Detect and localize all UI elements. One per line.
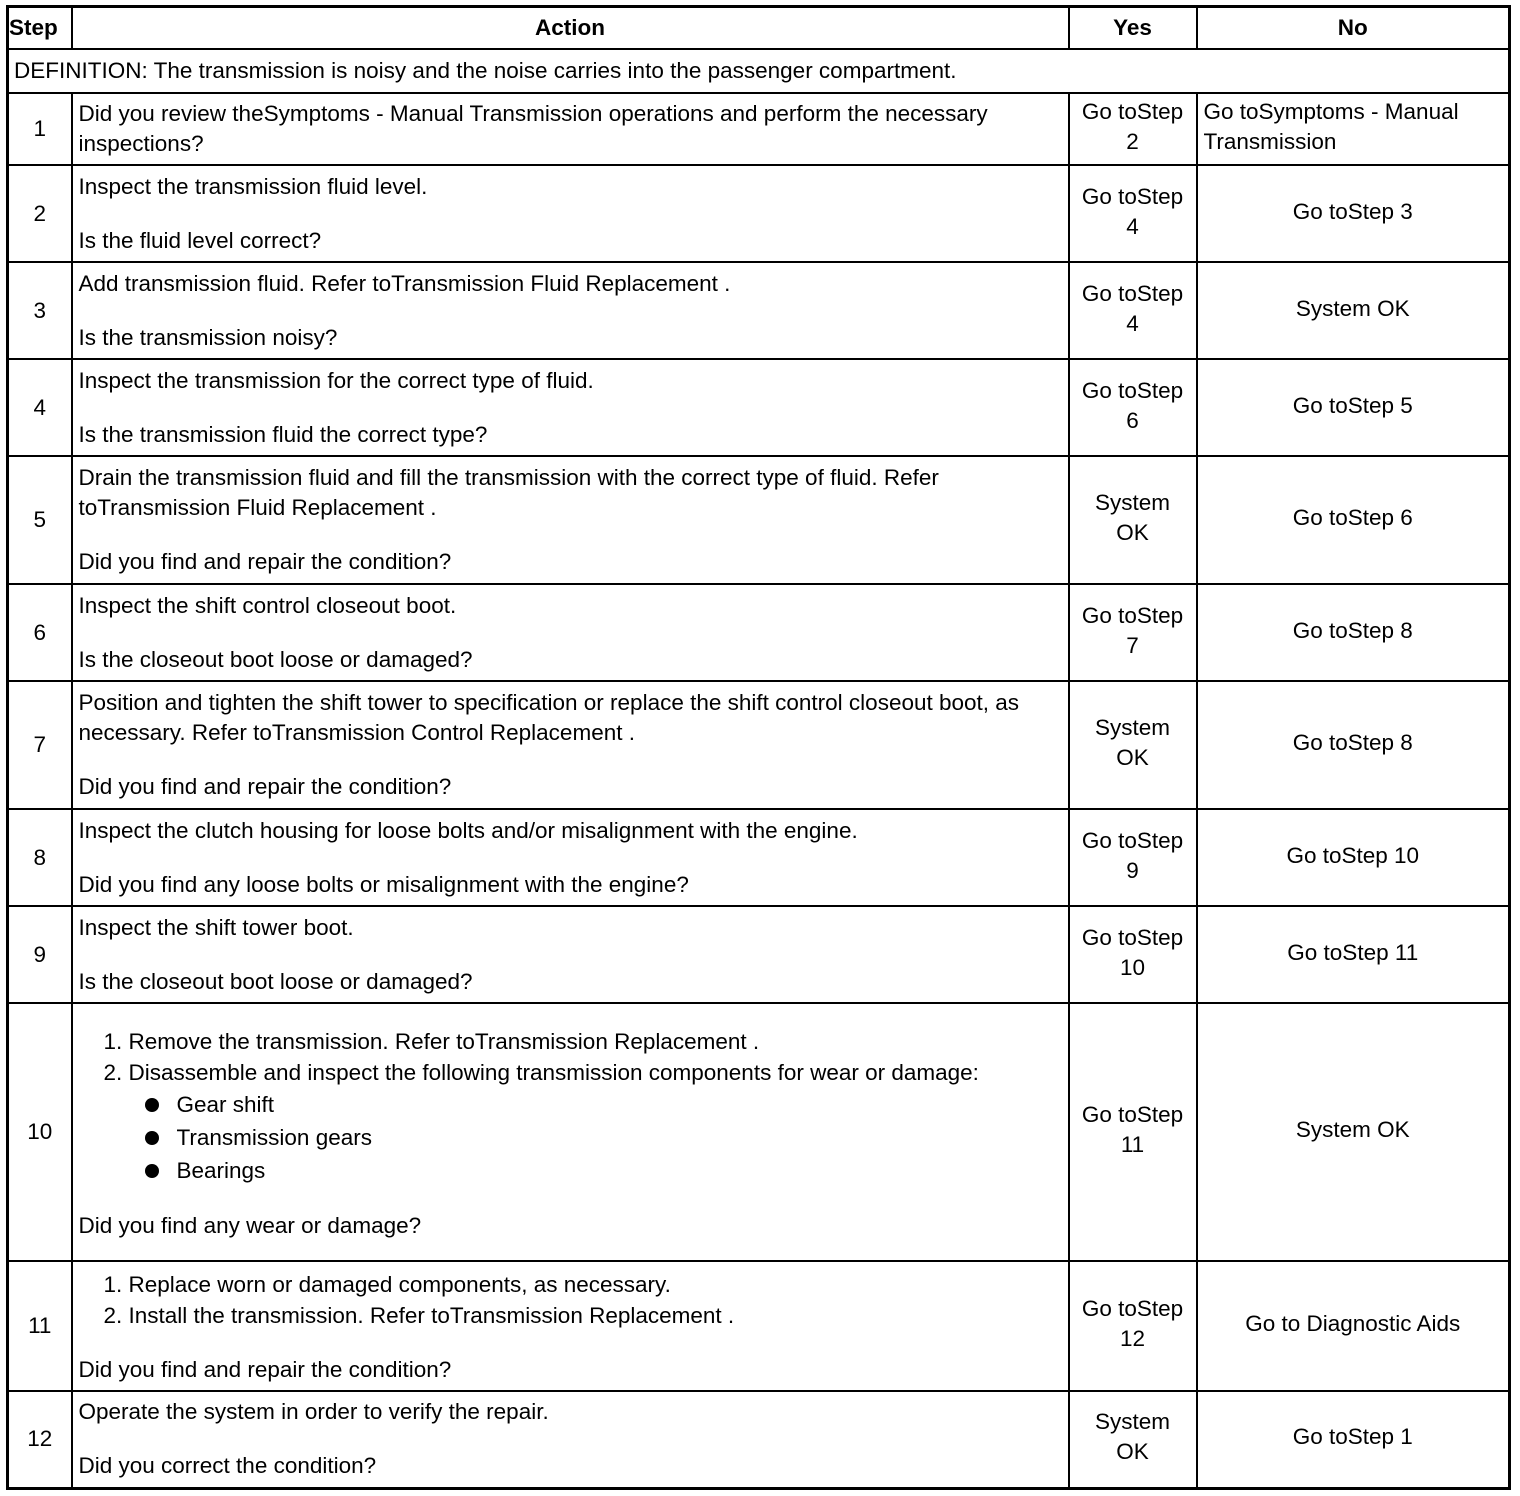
yes-line-1: Go toStep [1081, 602, 1184, 628]
bullet-icon [145, 1164, 159, 1178]
yes-line-1: Go toStep [1081, 99, 1184, 124]
action-text [72, 681, 1069, 809]
no-cell: Go toStep 1 [1197, 1391, 1510, 1488]
action-text [72, 584, 1069, 681]
header-step: Step [8, 7, 72, 50]
table-row [8, 93, 1510, 165]
bullet-text: Gear shift [176, 1091, 275, 1117]
yes-line-2: 11 [1120, 1132, 1145, 1157]
yes-line-1: Go toStep [1081, 827, 1184, 853]
numbered-list [79, 1026, 1062, 1187]
step-number: 2 [8, 165, 72, 262]
yes-line-2: 7 [1126, 632, 1139, 658]
yes-line-2: 10 [1119, 954, 1146, 980]
yes-line-2: 2 [1126, 129, 1139, 154]
table-row [8, 1261, 1510, 1391]
no-cell: Go toStep 8 [1197, 681, 1510, 809]
action-text [72, 1003, 1069, 1261]
action-text [72, 1261, 1069, 1391]
table-row [8, 1391, 1510, 1488]
diagnostic-table [6, 5, 1511, 1490]
no-cell: Go toStep 5 [1197, 359, 1510, 456]
numbered-list [79, 1269, 1062, 1331]
bullet-text: Bearings [176, 1157, 266, 1183]
table-row [8, 1003, 1510, 1261]
list-item: 1. Replace worn or damaged components, as necessary. [129, 1269, 1062, 1300]
action-line: Inspect the shift tower boot. [78, 914, 354, 940]
header-no: No [1197, 7, 1510, 50]
yes-line-2: 4 [1126, 213, 1139, 239]
yes-line-1: Go toStep [1081, 1296, 1184, 1321]
yes-line-2: 9 [1126, 857, 1139, 883]
action-line: Add transmission fluid. Refer toTransmission Fluid Replacement . [78, 270, 731, 296]
yes-line-1: System [1094, 490, 1170, 515]
action-line: Drain the transmission fluid and fill the transmission with the correct type of fluid. Refer toTransmission Fluid Replacement . [78, 465, 939, 520]
table-row [8, 584, 1510, 681]
question-line: Is the fluid level correct? [78, 227, 322, 253]
action-text [72, 1391, 1069, 1488]
yes-cell [1069, 809, 1197, 906]
definition-row [8, 49, 1510, 93]
no-cell: Go toStep 8 [1197, 584, 1510, 681]
step-number: 6 [8, 584, 72, 681]
no-cell: Go toSymptoms - Manual Transmission [1197, 93, 1510, 165]
step-number: 11 [8, 1261, 72, 1391]
step-number: 1 [8, 93, 72, 165]
yes-cell [1069, 1261, 1197, 1391]
question-line: Did you find and repair the condition? [78, 549, 452, 574]
action-text [72, 93, 1069, 165]
bullet-text: Transmission gears [176, 1124, 372, 1150]
yes-cell [1069, 456, 1197, 584]
question-line: Did you find any loose bolts or misalignment with the engine? [78, 871, 689, 897]
yes-line-1: Go toStep [1081, 183, 1184, 209]
yes-line-2: 4 [1126, 310, 1139, 336]
no-cell: System OK [1197, 262, 1510, 359]
yes-cell [1069, 165, 1197, 262]
table-row [8, 165, 1510, 262]
yes-cell [1069, 262, 1197, 359]
bullet-item [177, 1088, 1062, 1121]
action-text [72, 906, 1069, 1003]
yes-line-2: OK [1116, 520, 1149, 545]
step-number: 7 [8, 681, 72, 809]
action-line: Did you review theSymptoms - Manual Transmission operations and perform the necessary inspections? [78, 101, 988, 156]
yes-cell [1069, 1391, 1197, 1488]
question-line: Is the closeout boot loose or damaged? [78, 968, 473, 994]
yes-line-2: 6 [1126, 407, 1139, 433]
action-line: Operate the system in order to verify the repair. [78, 1399, 549, 1425]
table-row [8, 906, 1510, 1003]
header-action: Action [72, 7, 1069, 50]
action-line: Inspect the transmission fluid level. [78, 173, 428, 199]
yes-cell [1069, 681, 1197, 809]
step-number: 12 [8, 1391, 72, 1488]
table-row [8, 809, 1510, 906]
no-cell: Go toStep 6 [1197, 456, 1510, 584]
yes-cell [1069, 1003, 1197, 1261]
bullet-item [177, 1121, 1062, 1154]
question-line: Is the transmission fluid the correct type? [78, 421, 488, 447]
action-line: Inspect the shift control closeout boot. [78, 592, 457, 618]
question-line: Did you find and repair the condition? [78, 774, 452, 799]
yes-line-1: System [1094, 1409, 1170, 1435]
action-text [72, 165, 1069, 262]
header-yes: Yes [1069, 7, 1197, 50]
step-number: 8 [8, 809, 72, 906]
no-cell: Go to Diagnostic Aids [1197, 1261, 1510, 1391]
table-row [8, 456, 1510, 584]
table-row [8, 681, 1510, 809]
yes-cell [1069, 906, 1197, 1003]
action-line: Inspect the clutch housing for loose bolts and/or misalignment with the engine. [78, 817, 858, 843]
action-text [72, 359, 1069, 456]
step-number: 10 [8, 1003, 72, 1261]
question-line: Is the transmission noisy? [78, 324, 338, 350]
yes-line-1: Go toStep [1081, 280, 1184, 306]
question-line: Did you find and repair the condition? [78, 1357, 452, 1382]
action-line: Position and tighten the shift tower to specification or replace the shift control closeout boot, as necessary. Refer toTransmission Control Replacement . [78, 690, 1020, 745]
step-number: 3 [8, 262, 72, 359]
question-line: Is the closeout boot loose or damaged? [78, 646, 473, 672]
header-row [8, 7, 1510, 50]
bullet-list [129, 1088, 1062, 1187]
yes-cell [1069, 93, 1197, 165]
yes-line-1: Go toStep [1081, 1102, 1184, 1127]
bullet-icon [145, 1131, 159, 1145]
bullet-icon [145, 1098, 159, 1112]
list-item [129, 1057, 1062, 1187]
yes-line-1: System [1094, 715, 1170, 740]
list-item-text: Disassemble and inspect the following transmission components for wear or damage: [128, 1059, 979, 1085]
yes-line-1: Go toStep [1081, 924, 1184, 950]
yes-cell [1069, 584, 1197, 681]
action-text [72, 809, 1069, 906]
list-item: 2. Install the transmission. Refer toTransmission Replacement . [129, 1300, 1062, 1331]
action-line: Inspect the transmission for the correct type of fluid. [78, 367, 594, 393]
step-number: 4 [8, 359, 72, 456]
step-number: 9 [8, 906, 72, 1003]
question-line: Did you correct the condition? [78, 1453, 377, 1479]
question-line: Did you find any wear or damage? [78, 1212, 422, 1238]
action-text [72, 456, 1069, 584]
table-row [8, 262, 1510, 359]
step-number: 5 [8, 456, 72, 584]
no-cell: System OK [1197, 1003, 1510, 1261]
yes-line-2: 12 [1119, 1326, 1146, 1351]
yes-line-1: Go toStep [1081, 377, 1184, 403]
yes-line-2: OK [1116, 745, 1149, 770]
no-cell: Go toStep 3 [1197, 165, 1510, 262]
yes-line-2: OK [1116, 1439, 1149, 1465]
yes-cell [1069, 359, 1197, 456]
no-cell: Go toStep 11 [1197, 906, 1510, 1003]
bullet-item [177, 1154, 1062, 1187]
list-item: 1. Remove the transmission. Refer toTransmission Replacement . [129, 1026, 1062, 1057]
table-row [8, 359, 1510, 456]
action-text [72, 262, 1069, 359]
definition-text: DEFINITION: The transmission is noisy and the noise carries into the passenger compartment. [8, 49, 1510, 93]
no-cell: Go toStep 10 [1197, 809, 1510, 906]
